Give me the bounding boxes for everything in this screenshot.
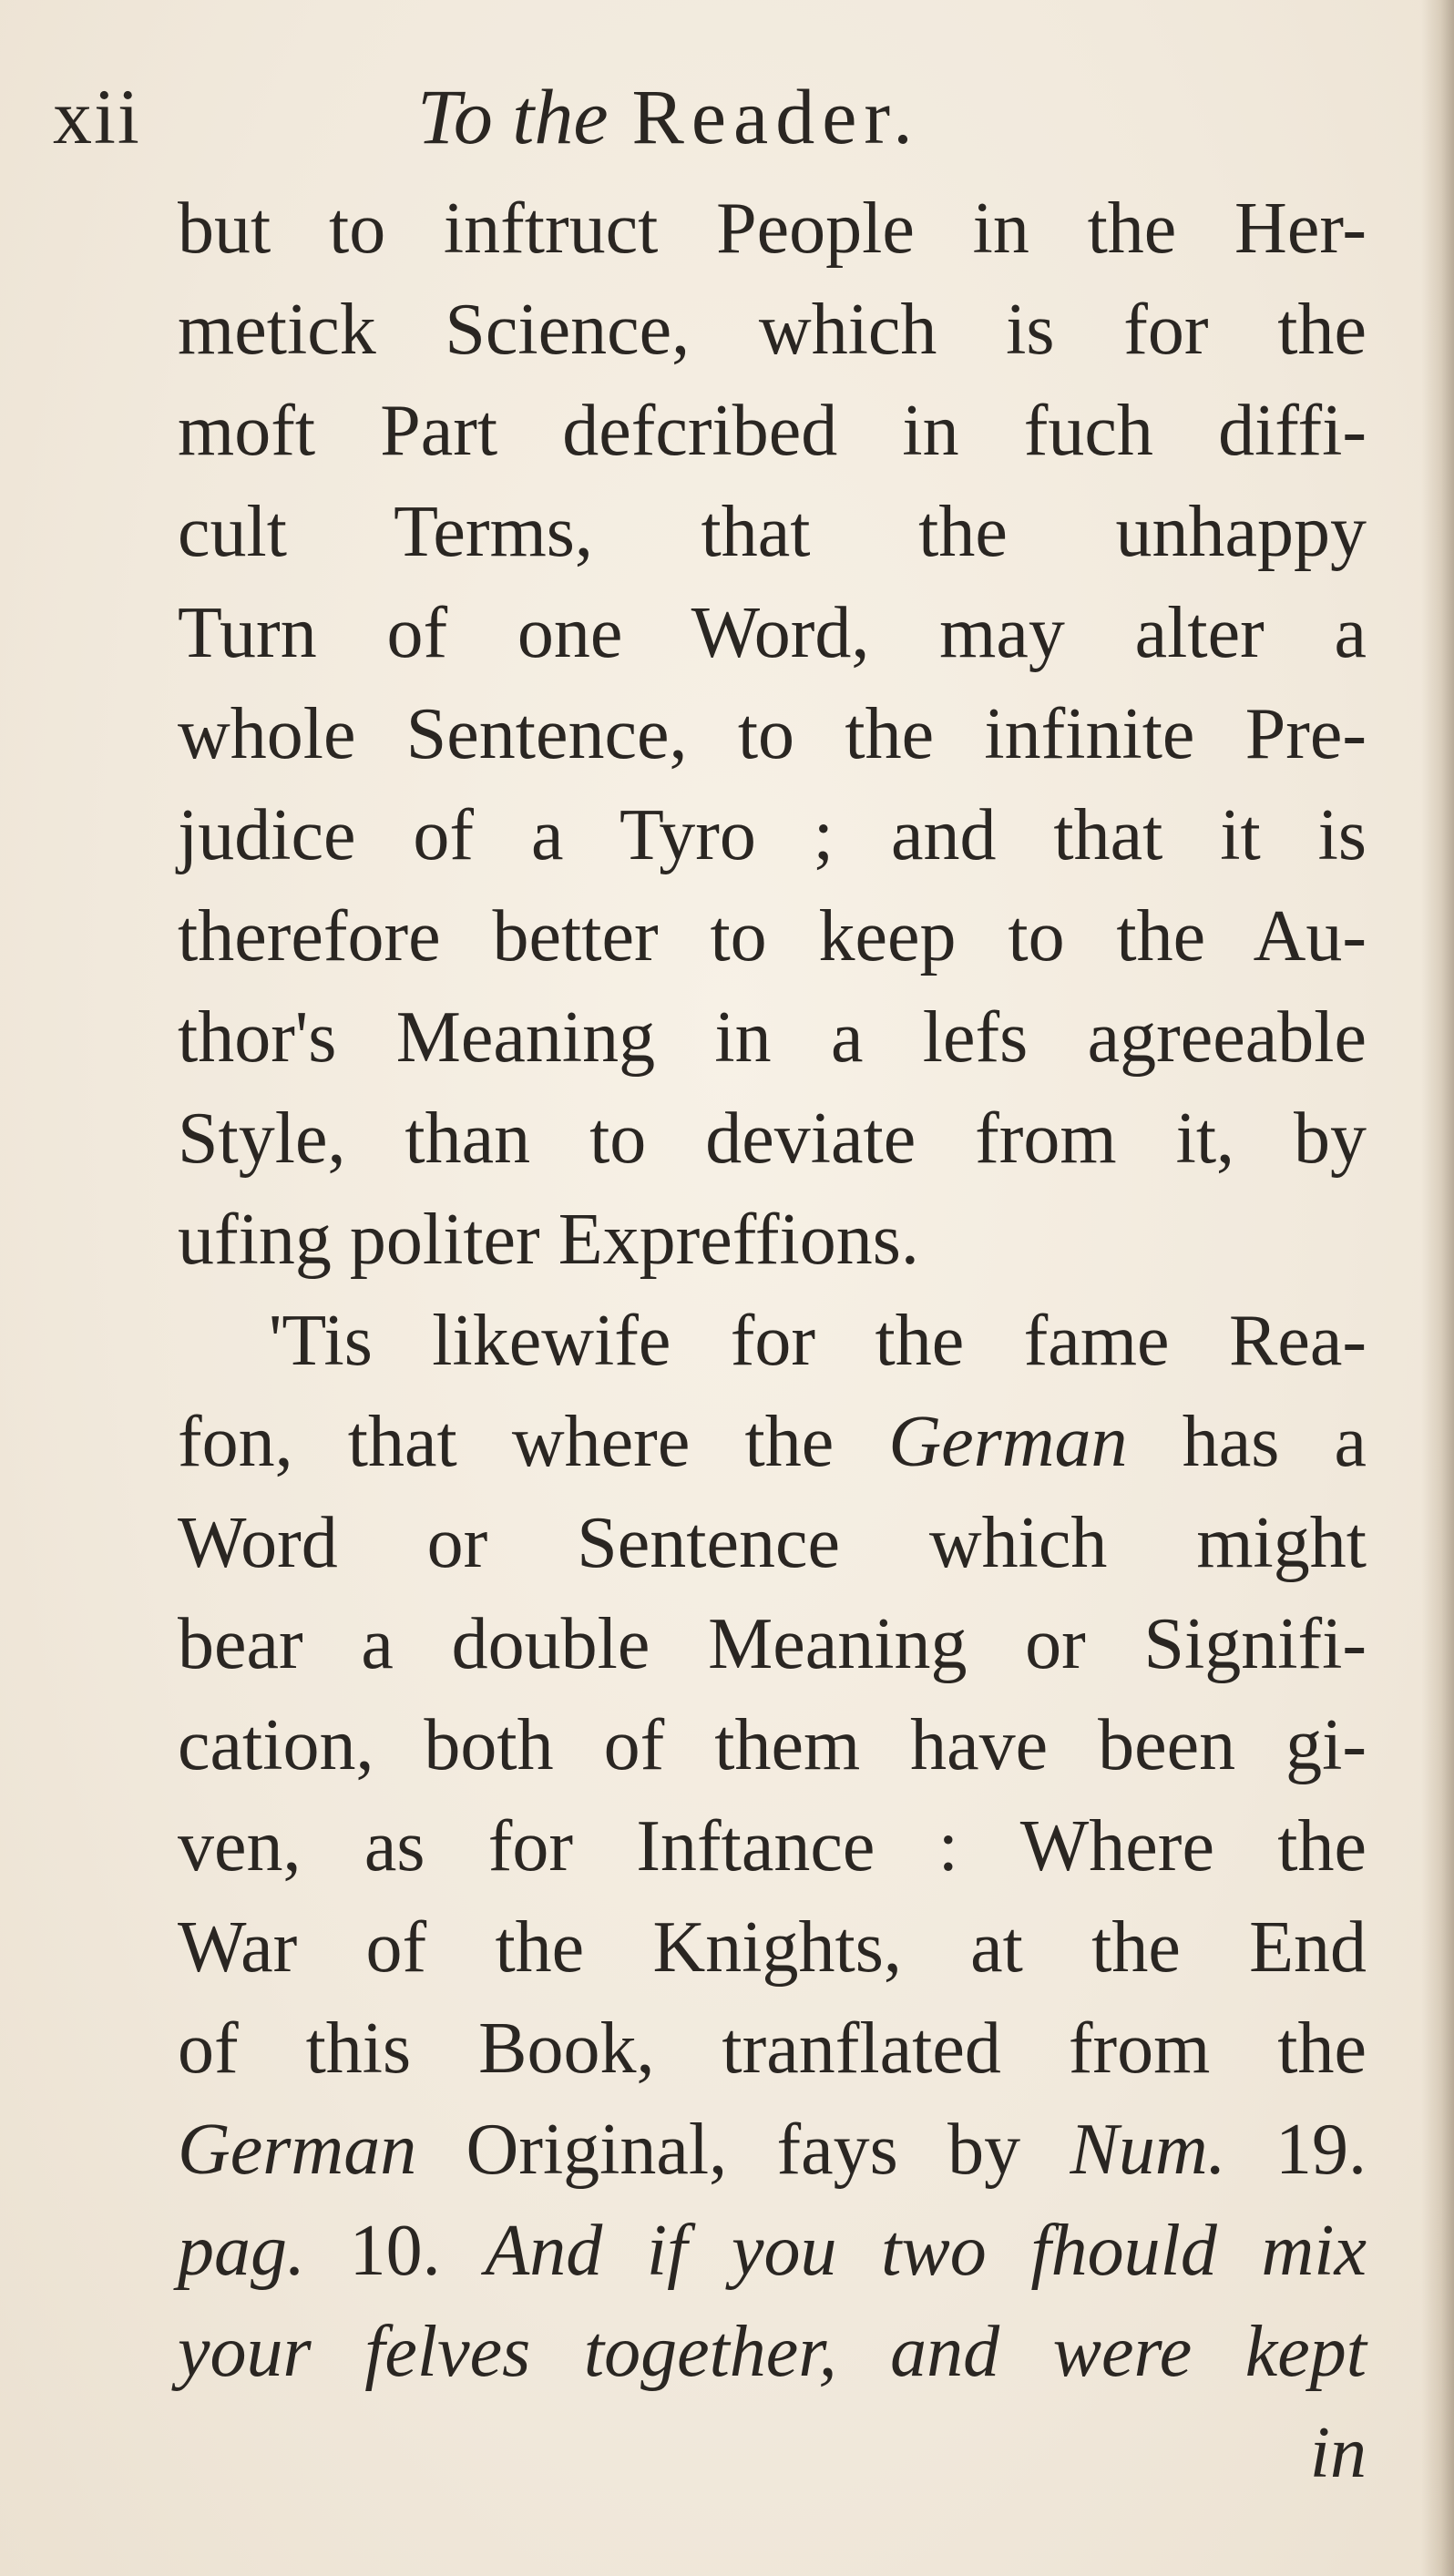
text-segment: of this Book, tranflated from the (178, 2009, 1367, 2089)
running-head-caps: Reader. (631, 73, 920, 160)
page-header (53, 66, 1383, 166)
text-line (178, 2100, 1367, 2201)
text-line (178, 2201, 1367, 2302)
text-line (178, 280, 1367, 381)
text-segment: ufing politer Expreffions. (178, 1200, 919, 1280)
text-segment: Style, than to deviate from it, by (178, 1099, 1367, 1179)
text-line (178, 1897, 1367, 1998)
text-segment: Word or Sentence which might (178, 1503, 1367, 1583)
text-line (178, 583, 1367, 684)
text-segment: cation, both of them have been gi- (178, 1705, 1367, 1785)
text-segment: 'Tis likewife for the fame Rea- (269, 1301, 1367, 1381)
text-segment: bear a double Meaning or Signifi- (178, 1604, 1367, 1684)
text-segment: metick Science, which is for the (178, 290, 1367, 370)
text-segment: ven, as for Inftance : Where the (178, 1806, 1367, 1886)
text-segment: Original, fays by (416, 2110, 1070, 2190)
italic-text: Num. (1070, 2110, 1226, 2190)
text-line (178, 1291, 1367, 1392)
text-line (178, 684, 1367, 785)
text-line (178, 2302, 1367, 2403)
text-line (178, 482, 1367, 583)
italic-text: German (888, 1402, 1128, 1482)
running-head-italic: To the (417, 73, 609, 160)
text-segment: has a (1127, 1402, 1367, 1482)
text-line (178, 1190, 1367, 1291)
text-line (178, 179, 1367, 280)
text-line (178, 1594, 1367, 1695)
running-head (417, 71, 920, 162)
text-segment: judice of a Tyro ; and that it is (178, 795, 1367, 875)
text-line (178, 1392, 1367, 1493)
text-segment: 19. (1225, 2110, 1367, 2190)
page-number: xii (53, 73, 141, 160)
text-line (178, 1493, 1367, 1594)
text-segment: moft Part defcribed in fuch diffi- (178, 391, 1367, 471)
text-segment: thor's Meaning in a lefs agreeable (178, 997, 1367, 1078)
text-line (178, 785, 1367, 886)
text-line (178, 1695, 1367, 1796)
text-segment: Turn of one Word, may alter a (178, 593, 1367, 673)
catchword: in (1309, 2413, 1367, 2493)
text-line (178, 886, 1367, 987)
italic-text: your felves together, and were kept (178, 2312, 1367, 2392)
text-line (178, 1998, 1367, 2100)
italic-text: German (178, 2110, 417, 2190)
text-segment: therefore better to keep to the Au- (178, 896, 1367, 976)
text-line (178, 381, 1367, 482)
body-text (178, 179, 1367, 2504)
italic-text: And if you two fhould mix (485, 2211, 1367, 2291)
text-segment: fon, that where the (178, 1402, 889, 1482)
text-segment: cult Terms, that the unhappy (178, 492, 1367, 572)
page-edge-shadow (1421, 0, 1454, 2576)
text-segment: War of the Knights, at the End (178, 1907, 1367, 1988)
text-segment: 10. (305, 2211, 486, 2291)
text-segment: but to inftruct People in the Her- (178, 189, 1367, 269)
text-line (178, 1796, 1367, 1897)
italic-text: pag. (178, 2211, 305, 2291)
text-line (178, 1089, 1367, 1190)
text-line (178, 987, 1367, 1089)
text-segment: whole Sentence, to the infinite Pre- (178, 694, 1367, 774)
